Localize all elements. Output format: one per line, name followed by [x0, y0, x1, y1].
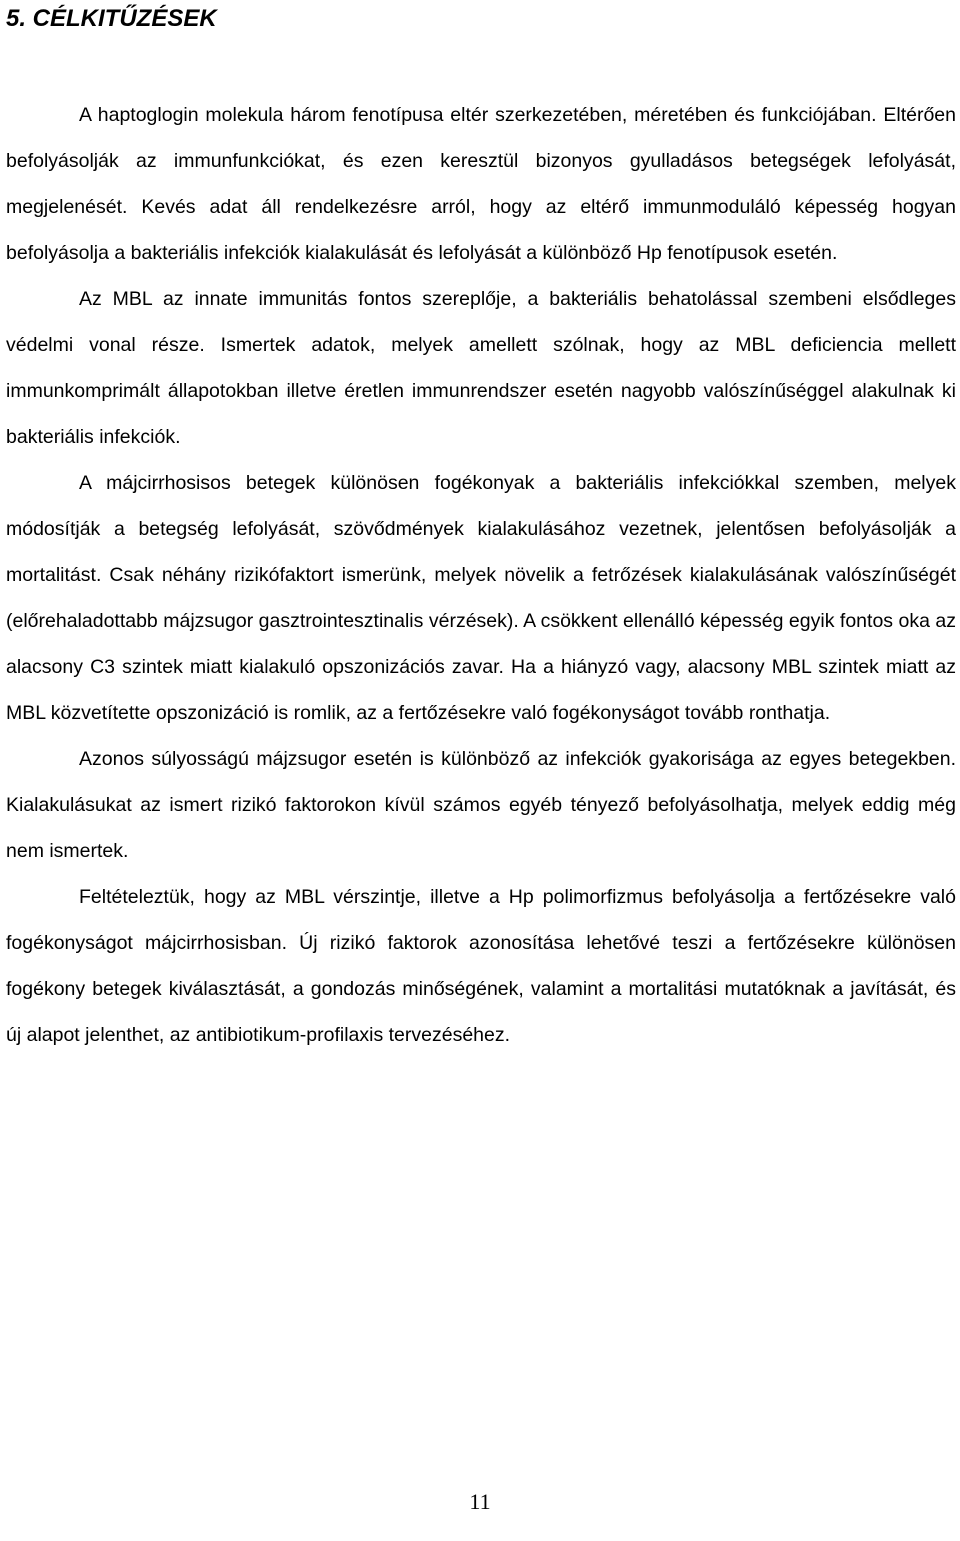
section-heading: 5. CÉLKITŰZÉSEK [6, 5, 217, 32]
paragraph-haptoglobin: A haptoglogin molekula három fenotípusa eltér szerkezetében, méretében és funkciójában. Eltérően befolyásolják az immunfunkciókat, és ezen keresztül bizonyos gyulladásos betegségek lefolyását, megjelenését. Kevés adat áll rendelkezésre arról, hogy az eltérő immunmoduláló képesség hogyan befolyásolja a bakteriális infekciók kialakulását és lefolyását a különböző Hp fenotípusok esetén. [6, 104, 956, 264]
paragraph-hypothesis: Feltételeztük, hogy az MBL vérszintje, illetve a Hp polimorfizmus befolyásolja a fertőzésekre való fogékonyságot májcirrhosisban. Új rizikó faktorok azonosítása lehetővé teszi a fertőzésekre különösen fogékony betegek kiválasztását, a gondozás minőségének, valamint a mortalitási mutatóknak a javítását, és új alapot jelenthet, az antibiotikum-profilaxis tervezéséhez. [6, 886, 956, 1046]
page-number: 11 [469, 1489, 491, 1514]
paragraph-infection-frequency: Azonos súlyosságú májzsugor esetén is különböző az infekciók gyakorisága az egyes betegekben. Kialakulásukat az ismert rizikó faktorokon kívül számos egyéb tényező befolyásolhatja, melyek eddig még nem ismertek. [6, 748, 956, 862]
section-body [6, 92, 956, 1058]
paragraph-mbl: Az MBL az innate immunitás fontos szereplője, a bakteriális behatolással szembeni elsődleges védelmi vonal része. Ismertek adatok, melyek amellett szólnak, hogy az MBL deficiencia mellett immunkomprimált állapotokban illetve éretlen immunrendszer esetén nagyobb valószínűséggel alakulnak ki bakteriális infekciók. [6, 288, 956, 448]
paragraph-cirrhosis: A májcirrhosisos betegek különösen fogékonyak a bakteriális infekciókkal szemben, melyek módosítják a betegség lefolyását, szövődmények kialakulásához vezetnek, jelentősen befolyásolják a mortalitást. Csak néhány rizikófaktort ismerünk, melyek növelik a fetrőzések kialakulásának valószínűségét (előrehaladottabb májzsugor gasztrointesztinalis vérzések). A csökkent ellenálló képesség egyik fontos oka az alacsony C3 szintek miatt kialakuló opszonizációs zavar. Ha a hiányzó vagy, alacsony MBL szintek miatt az MBL közvetítette opszonizáció is romlik, az a fertőzésekre való fogékonyságot tovább ronthatja. [6, 472, 956, 724]
